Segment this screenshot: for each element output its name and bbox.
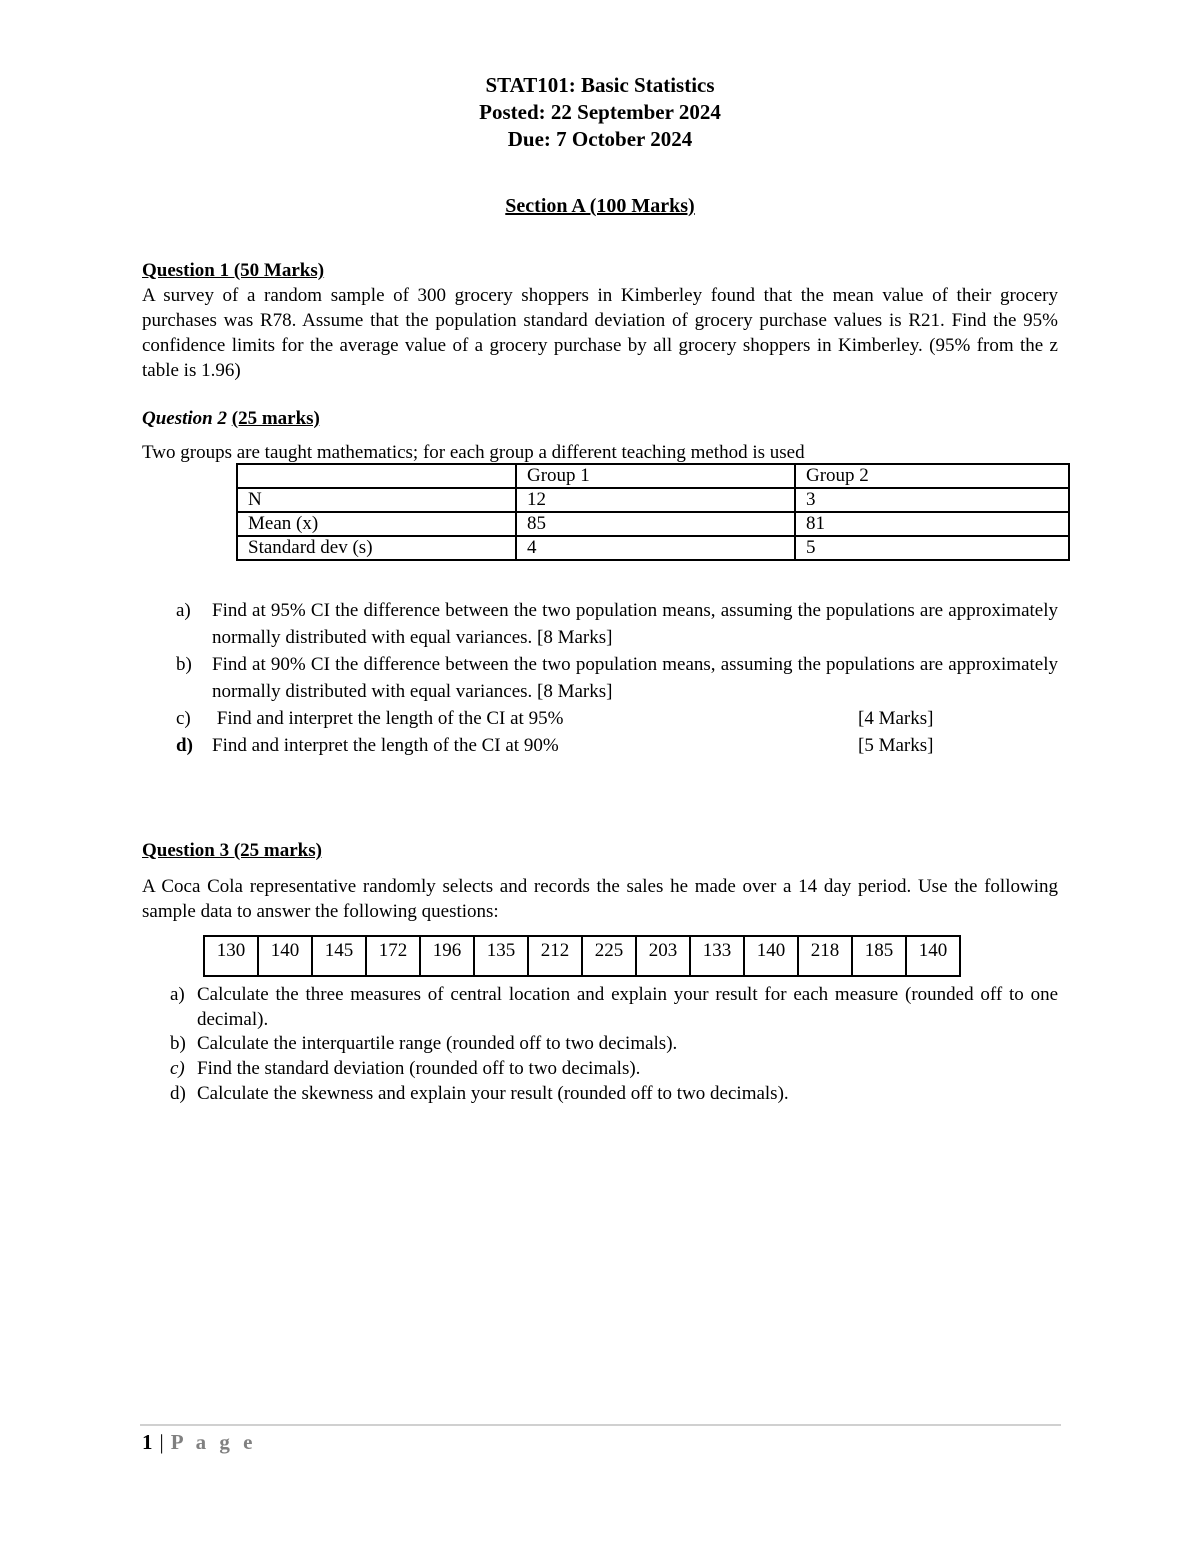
table-cell: Standard dev (s) — [237, 536, 516, 560]
table-cell: N — [237, 488, 516, 512]
table-cell: 12 — [516, 488, 795, 512]
footer-rule — [140, 1424, 1061, 1426]
data-cell: 203 — [636, 936, 690, 976]
data-cell: 145 — [312, 936, 366, 976]
table-cell: Mean (x) — [237, 512, 516, 536]
part-text: Calculate the three measures of central location and explain your result for each measure (rounded off to one decimal). — [197, 984, 1058, 1030]
part-label: a) — [170, 984, 185, 1005]
table-row — [237, 488, 1069, 512]
question-1-title: Question 1 (50 Marks) — [142, 260, 325, 281]
table-row — [237, 536, 1069, 560]
part-text: Calculate the interquartile range (rounded off to two decimals). — [197, 1033, 678, 1054]
data-cell: 185 — [852, 936, 906, 976]
question-2-part-c — [176, 705, 976, 732]
data-cell: 140 — [744, 936, 798, 976]
question-2-title-word: Question 2 — [142, 408, 227, 429]
question-3-part-a — [170, 982, 1058, 1032]
table-row — [237, 512, 1069, 536]
data-cell: 172 — [366, 936, 420, 976]
question-2-title — [142, 406, 320, 431]
data-cell: 225 — [582, 936, 636, 976]
question-2-part-b — [176, 651, 1058, 705]
part-text: Find and interpret the length of the CI at 90% — [212, 735, 559, 756]
data-cell: 135 — [474, 936, 528, 976]
page-word: P a g e — [170, 1430, 257, 1454]
question-2-part-d — [176, 732, 976, 759]
part-label: b) — [170, 1033, 186, 1054]
question-3-part-b — [170, 1031, 1058, 1056]
part-text: Find the standard deviation (rounded off to two decimals). — [197, 1058, 641, 1079]
question-3-part-c — [170, 1056, 1058, 1081]
table-cell: 85 — [516, 512, 795, 536]
part-label: d) — [170, 1083, 186, 1104]
due-date: Due: 7 October 2024 — [507, 127, 693, 151]
table-cell: 4 — [516, 536, 795, 560]
table-cell: 3 — [795, 488, 1069, 512]
question-3-title: Question 3 (25 marks) — [142, 840, 322, 861]
question-2-intro: Two groups are taught mathematics; for each group a different teaching method is used — [142, 442, 805, 463]
posted-date: Posted: 22 September 2024 — [479, 100, 721, 124]
part-label: d) — [176, 735, 193, 756]
part-label: b) — [176, 654, 192, 675]
data-cell: 218 — [798, 936, 852, 976]
course-title: STAT101: Basic Statistics — [485, 73, 715, 97]
question-3-intro: A Coca Cola representative randomly selects and records the sales he made over a 14 day period. Use the following sample data to answer the following questions: — [142, 876, 1058, 922]
part-label: c) — [170, 1058, 185, 1079]
footer-separator: | — [159, 1430, 164, 1454]
data-cell: 196 — [420, 936, 474, 976]
part-marks: [5 Marks] — [858, 735, 934, 756]
question-2-part-a — [176, 597, 1058, 651]
data-cell: 140 — [258, 936, 312, 976]
table-cell: 5 — [795, 536, 1069, 560]
table-cell: 81 — [795, 512, 1069, 536]
table-header-cell: Group 2 — [795, 464, 1069, 488]
part-text: Find and interpret the length of the CI at 95% — [212, 708, 564, 729]
page-number: 1 — [142, 1430, 153, 1454]
part-text: Find at 95% CI the difference between the two population means, assuming the populations are approximately normally distributed with equal variances. [8 Marks] — [212, 600, 1058, 648]
part-text: Calculate the skewness and explain your result (rounded off to two decimals). — [197, 1083, 789, 1104]
data-cell: 212 — [528, 936, 582, 976]
sales-data-table — [203, 935, 961, 977]
table-row — [204, 936, 960, 976]
question-3-part-d — [170, 1081, 1058, 1106]
table-header-row — [237, 464, 1069, 488]
table-header-cell: Group 1 — [516, 464, 795, 488]
group-comparison-table — [236, 463, 1070, 561]
data-cell: 140 — [906, 936, 960, 976]
data-cell: 133 — [690, 936, 744, 976]
part-label: a) — [176, 600, 191, 621]
page-footer — [142, 1430, 256, 1455]
data-cell: 130 — [204, 936, 258, 976]
part-text: Find at 90% CI the difference between the two population means, assuming the populations are approximately normally distributed with equal variances. [8 Marks] — [212, 654, 1058, 702]
section-heading: Section A (100 Marks) — [505, 195, 695, 217]
question-1-text: A survey of a random sample of 300 grocery shoppers in Kimberley found that the mean value of their grocery purchases was R78. Assume that the population standard deviation of grocery purchase values is R21. Find the 95% confidence limits for the average value of a grocery purchase by all grocery shoppers in Kimberley. (95% from the z table is 1.96) — [142, 285, 1058, 381]
table-header-cell — [237, 464, 516, 488]
part-marks: [4 Marks] — [858, 708, 934, 729]
part-label: c) — [176, 708, 191, 729]
question-2-title-marks: (25 marks) — [231, 408, 320, 429]
